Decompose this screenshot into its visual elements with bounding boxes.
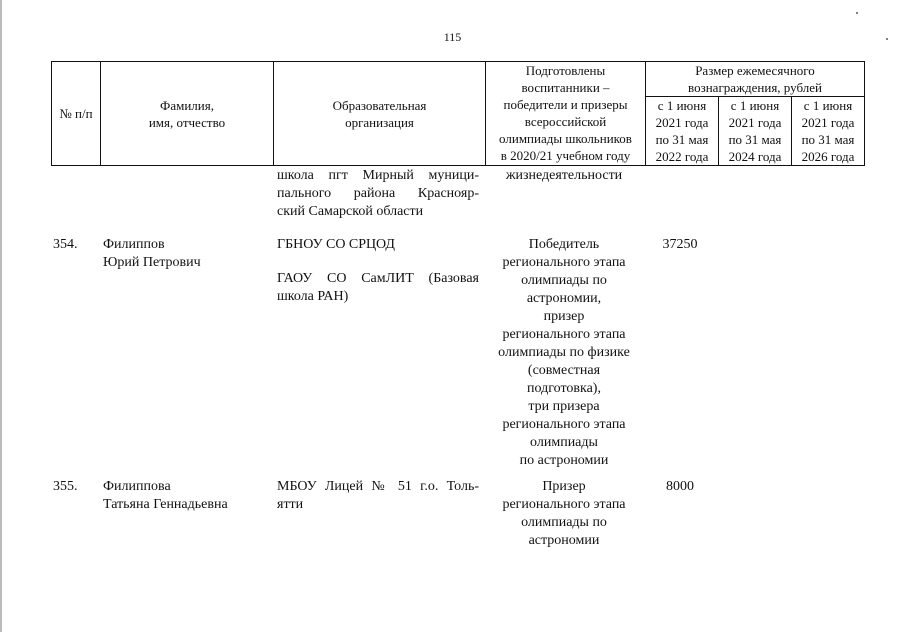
header-prepared: Подготовлены воспитанники – победители и призеры всероссийской олимпиады школьников в 2020/21 учебном году (486, 62, 646, 166)
continuation-achievement: жизнедеятельности (505, 168, 623, 183)
row-number: 355. (53, 479, 78, 494)
scan-edge (0, 0, 2, 632)
table-header (51, 61, 865, 166)
row-achievement: Призер регионального этапа олимпиады по астрономии (502, 479, 626, 548)
row-number: 354. (53, 237, 78, 252)
row-award-amount: 37250 (662, 237, 698, 252)
row-organization: ГАОУ СО СамЛИТ (Базовая школа РАН) (277, 271, 479, 304)
header-period-2022: с 1 июня 2021 года по 31 мая 2022 года (646, 97, 719, 166)
header-number: № п/п (52, 62, 101, 166)
row-organization: МБОУ Лицей № 51 г.о. Толь- ятти (277, 479, 479, 512)
row-full-name: Филиппов Юрий Петрович (103, 237, 201, 270)
header-period-2024: с 1 июня 2021 года по 31 мая 2024 года (719, 97, 792, 166)
header-period-2026: с 1 июня 2021 года по 31 мая 2026 года (792, 97, 865, 166)
header-name: Фамилия, имя, отчество (101, 62, 274, 166)
row-organization: ГБНОУ СО СРЦОД (277, 237, 395, 252)
page-number: 115 (443, 30, 462, 44)
continuation-organization: школа пгт Мирный муници- пального района Краснояр- ский Самарской области (277, 168, 479, 219)
header-organization: Образовательная организация (274, 62, 486, 166)
scan-speck (856, 12, 858, 14)
row-award-amount: 8000 (666, 479, 694, 494)
row-achievement: Победитель регионального этапа олимпиады по астрономии, призер регионального этапа олимпиады по физике (совместная подготовка), три призера регионального этапа олимпиады по астрономии (498, 237, 630, 468)
header-award: Размер ежемесячного вознаграждения, рублей (646, 62, 865, 97)
row-full-name: Филиппова Татьяна Геннадьевна (103, 479, 228, 512)
